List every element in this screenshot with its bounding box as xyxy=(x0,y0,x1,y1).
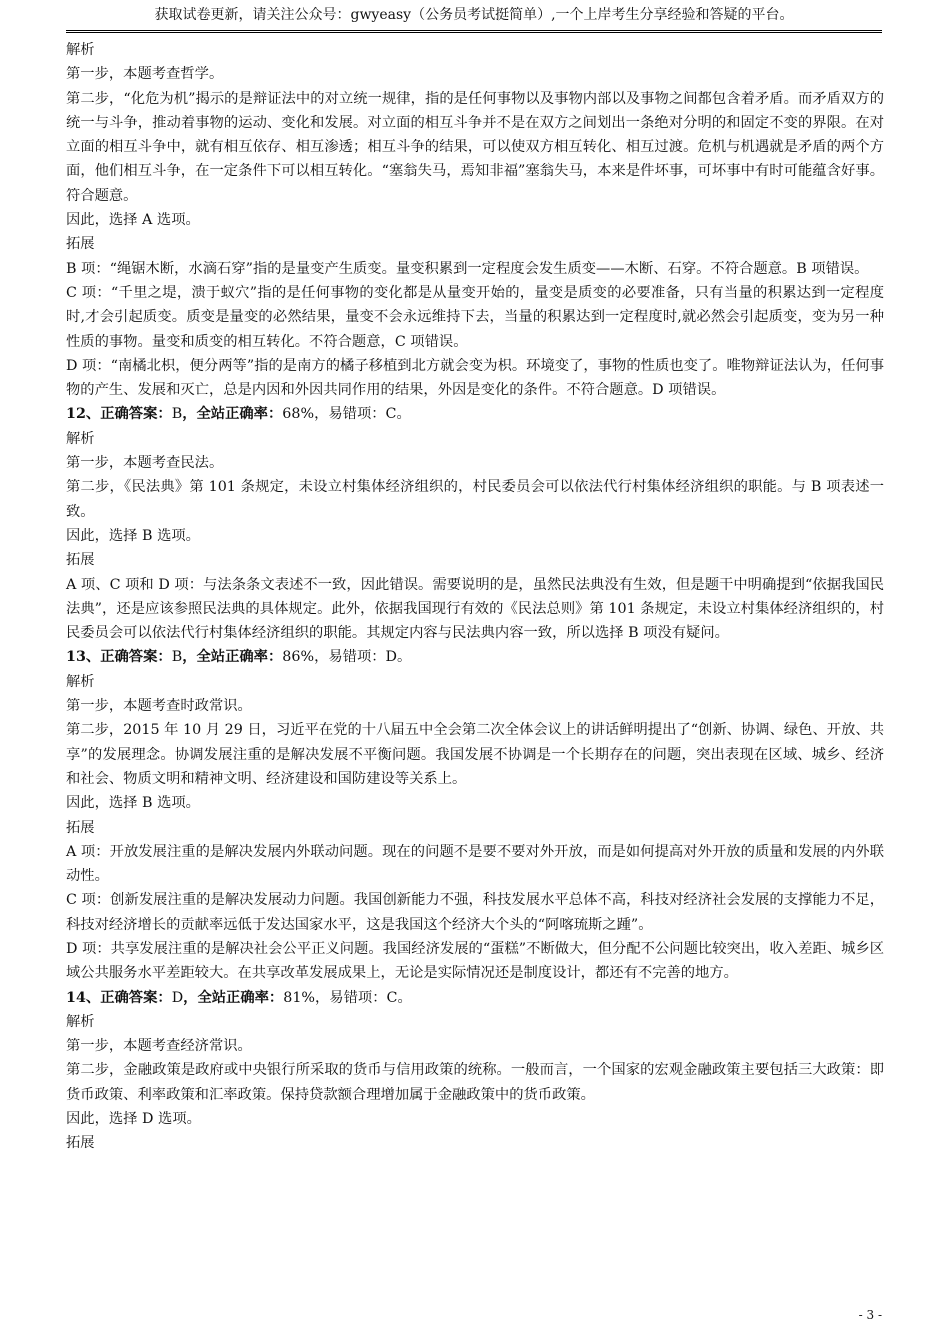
rate-label: ，全站正确率： xyxy=(182,649,283,666)
question-number: 12 xyxy=(66,406,86,423)
wrong-option: ，易错项：C。 xyxy=(314,406,411,423)
answer-label: 、正确答案： xyxy=(85,989,172,1006)
paragraph: C 项：创新发展注重的是解决发展动力问题。我国创新能力不强，科技发展水平总体不高，科技对经济社会发展的支撑能力不足，科技对经济增长的贡献率远低于发达国家水平，这是我国这个经济大个头的“阿喀琉斯之踵”。 xyxy=(66,892,884,933)
rate-label: ，全站正确率： xyxy=(182,406,283,423)
section-label: 拓展 xyxy=(66,552,95,569)
section-label: 拓展 xyxy=(66,1135,95,1152)
paragraph: 第二步，2015 年 10 月 29 日，习近平在党的十八届五中全会第二次全体会议上的讲话鲜明提出了“创新、协调、绿色、开放、共享”的发展理念。协调发展注重的是解决发展不平衡问题。我国发展不协调是一个长期存在的问题，突出表现在区域、城乡、经济和社会、物质文明和精神文明、经济建设和国防建设等关系上。 xyxy=(66,722,884,787)
rate-value: 68% xyxy=(282,406,315,423)
paragraph: C 项：“千里之堤，溃于蚁穴”指的是任何事物的变化都是从量变开始的，量变是质变的必要准备，只有当量的积累达到一定程度时,才会引起质变。质变是量变的必然结果，量变不会永远维持下去，当量的积累达到一定程度时,就必然会引起质变，变为另一种性质的事物。量变和质变的相互转化。不符合题意，C 项错误。 xyxy=(66,284,884,350)
paragraph: B 项：“绳锯木断，水滴石穿”指的是量变产生质变。量变积累到一定程度会发生质变——木断、石穿。不符合题意。B 项错误。 xyxy=(66,260,869,277)
answer-label: 、正确答案： xyxy=(85,406,172,423)
document-body xyxy=(66,38,884,1156)
answer-value: D xyxy=(171,989,184,1006)
wrong-option: ，易错项：C。 xyxy=(315,989,412,1006)
question-number: 13 xyxy=(66,649,86,666)
paragraph: D 项：共享发展注重的是解决社会公平正义问题。我国经济发展的“蛋糕”不断做大，但分配不公问题比较突出，收入差距、城乡区域公共服务水平差距较大。在共享改革发展成果上，无论是实际情况还是制度设计，都还有不完善的地方。 xyxy=(66,940,884,982)
paragraph: 因此，选择 B 选项。 xyxy=(66,795,200,812)
rate-value: 81% xyxy=(283,989,316,1006)
paragraph: A 项：开放发展注重的是解决发展内外联动问题。现在的问题不是要不要对外开放，而是如何提高对外开放的质量和发展的内外联动性。 xyxy=(66,843,884,885)
answer-value: B xyxy=(171,406,183,423)
page-header: 获取试卷更新，请关注公众号：gwyeasy（公务员考试挺简单）,一个上岸考生分享经验和答疑的平台。 xyxy=(154,7,794,23)
section-label: 解析 xyxy=(66,42,95,58)
paragraph: 第一步，本题考查哲学。 xyxy=(66,66,224,83)
wrong-option: ，易错项：D。 xyxy=(314,649,412,666)
paragraph: A 项、C 项和 D 项：与法条条文表述不一致，因此错误。需要说明的是，虽然民法典没有生效，但是题干中明确提到“依据我国民法典”，还是应该参照民法典的具体规定。此外，依据我国现行有效的《民法总则》第 101 条规定，未设立村集体经济组织的，村民委员会可以依法代行村集体经济组织的职能。其规定内容与民法典内容一致，所以选择 B 项没有疑问。 xyxy=(66,576,884,642)
section-label: 拓展 xyxy=(66,236,95,253)
paragraph: 第二步，《民法典》第 101 条规定，未设立村集体经济组织的，村民委员会可以依法代行村集体经济组织的职能。与 B 项表述一致。 xyxy=(66,479,884,520)
paragraph: 第二步，“化危为机”揭示的是辩证法中的对立统一规律，指的是任何事物以及事物内部以及事物之间都包含着矛盾。而矛盾双方的统一与斗争，推动着事物的运动、变化和发展。对立面的相互斗争并不是在双方之间划出一条绝对分明的和固定不变的界限。在对立面的相互斗争中，就有相互依存、相互渗透；相互斗争的结果，可以使双方相互转化、相互过渡。危机与机遇就是矛盾的两个方面，他们相互斗争，在一定条件下可以相互转化。“塞翁失马，焉知非福”塞翁失马，本来是件坏事，可坏事中有时可能蕴含好事。符合题意。 xyxy=(66,90,884,204)
section-label: 解析 xyxy=(66,673,95,690)
header-divider xyxy=(66,30,882,33)
question-answer-line xyxy=(66,986,884,1010)
rate-value: 86% xyxy=(282,649,315,666)
section-label: 解析 xyxy=(66,1013,95,1030)
paragraph: 因此，选择 A 选项。 xyxy=(66,212,200,229)
paragraph: 第一步，本题考查时政常识。 xyxy=(66,698,252,715)
question-answer-line xyxy=(66,645,884,669)
section-label: 拓展 xyxy=(66,819,95,836)
paragraph: 第一步，本题考查民法。 xyxy=(66,455,224,472)
paragraph: 第二步，金融政策是政府或中央银行所采取的货币与信用政策的统称。一般而言，一个国家的宏观金融政策主要包括三大政策：即货币政策、利率政策和汇率政策。保持贷款额合理增加属于金融政策中的货币政策。 xyxy=(66,1062,884,1103)
answer-label: 、正确答案： xyxy=(85,649,172,666)
paragraph: 因此，选择 D 选项。 xyxy=(66,1111,201,1128)
question-answer-line xyxy=(66,402,884,426)
paragraph: D 项：“南橘北枳，便分两等”指的是南方的橘子移植到北方就会变为枳。环境变了，事物的性质也变了。唯物辩证法认为，任何事物的产生、发展和灭亡，总是内因和外因共同作用的结果，外因是变化的条件。不符合题意。D 项错误。 xyxy=(66,357,884,399)
rate-label: ，全站正确率： xyxy=(183,989,284,1006)
answer-value: B xyxy=(171,649,183,666)
question-number: 14 xyxy=(66,989,86,1006)
paragraph: 第一步，本题考查经济常识。 xyxy=(66,1038,252,1055)
paragraph: 因此，选择 B 选项。 xyxy=(66,527,200,544)
section-label: 解析 xyxy=(66,430,95,447)
page-number: - 3 - xyxy=(858,1308,882,1322)
